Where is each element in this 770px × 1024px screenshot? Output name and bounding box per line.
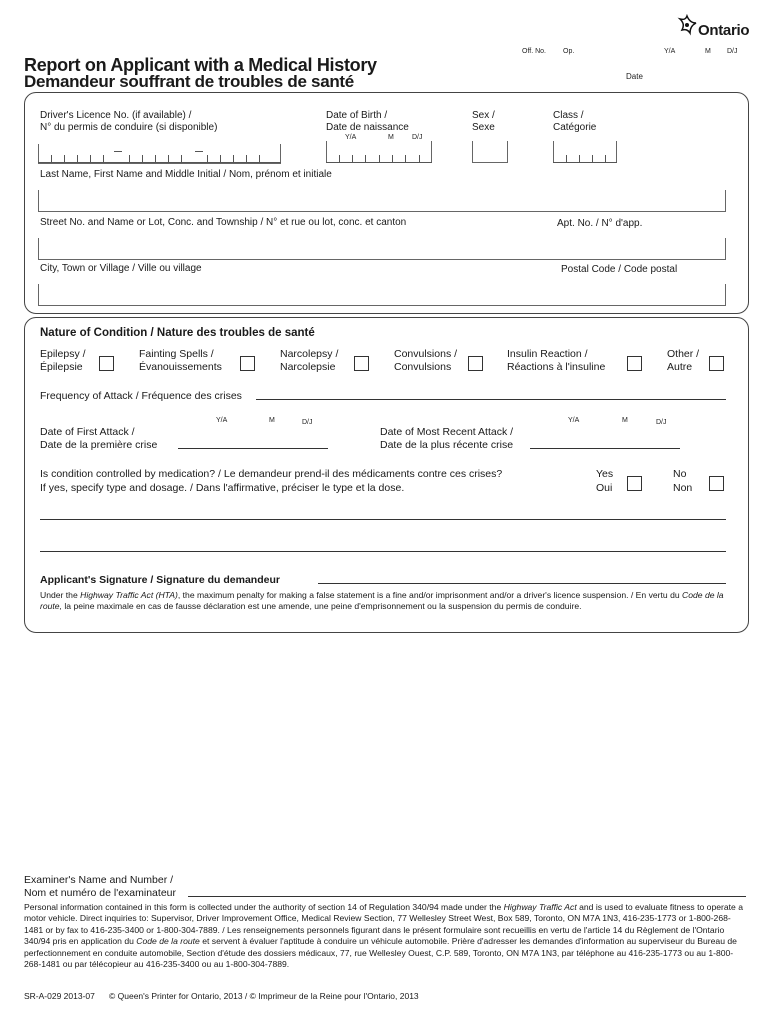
class-comb (553, 154, 617, 163)
first-attack-label-fr: Date de la première crise (40, 439, 158, 451)
fainting-label-en: Fainting Spells / (139, 348, 214, 360)
recent-attack-month-label: M (622, 417, 628, 424)
other-label-en: Other / (667, 348, 700, 360)
narcolepsy-label-en: Narcolepsy / (280, 348, 339, 360)
insulin-checkbox[interactable] (627, 356, 642, 371)
recent-attack-label-fr: Date de la plus récente crise (380, 439, 514, 451)
class-label-fr: Catégorie (553, 122, 597, 133)
apt-label: Apt. No. / N° d'app. (557, 218, 643, 229)
op-label: Op. (563, 48, 575, 55)
convulsions-label-fr: Convulsions (394, 361, 452, 373)
fainting-label-fr: Évanouissements (139, 361, 222, 373)
street-label: Street No. and Name or Lot, Conc. and Township / N° et rue ou lot, conc. et canton (40, 217, 407, 228)
first-attack-year-label: Y/A (216, 417, 228, 424)
convulsions-checkbox[interactable] (468, 356, 483, 371)
epilepsy-label-fr: Épilepsie (40, 361, 83, 373)
dob-year-label: Y/A (345, 134, 357, 141)
first-attack-day-label: D/J (302, 419, 313, 426)
first-attack-month-label: M (269, 417, 275, 424)
medication-no-checkbox[interactable] (709, 476, 724, 491)
no-label-en: No (673, 468, 687, 480)
examiner-label-fr: Nom et numéro de l'examinateur (24, 887, 176, 899)
name-label: Last Name, First Name and Middle Initial / Nom, prénom et initiale (40, 169, 332, 180)
dosage-line-1[interactable] (40, 519, 726, 520)
penalty-notice: Under the Highway Traffic Act (HTA), the maximum penalty for making a false statement is a fine and/or imprisonment and/or a driver's licence suspension. / En vertu du Code de la route, la peine maximale en cas de fausse déclaration est une amende, une peine d'emprisonnement ou la suspension du permis de conduire. (40, 590, 724, 612)
first-attack-label-en: Date of First Attack / (40, 426, 135, 438)
no-label-fr: Non (673, 482, 693, 494)
frequency-label: Frequency of Attack / Fréquence des crises (40, 390, 242, 402)
insulin-label-en: Insulin Reaction / (507, 348, 588, 360)
sex-label-fr: Sexe (472, 122, 495, 133)
narcolepsy-label-fr: Narcolepsie (280, 361, 336, 373)
applicant-signature-label: Applicant's Signature / Signature du demandeur (40, 574, 280, 586)
frequency-line[interactable] (256, 399, 726, 400)
date-month-label: M (705, 48, 711, 55)
licence-number-comb (38, 154, 281, 163)
insulin-label-fr: Réactions à l'insuline (507, 361, 606, 373)
ontario-logo (676, 14, 756, 42)
privacy-notice: Personal information contained in this form is collected under the authority of section 14 of Regulation 340/94 made under the Highway Traffic Act and is used to evaluate fitness to operate a motor vehicle. Direct inquiries to: Supervisor, Driver Improvement Office, Medical Review Section, 77 Wellesley Street West, Box 589, Toronto, ON M7A 1N3, 416-235-1773 or 1-800-268-1481 or by fax to 416-235-3400 or 1-800-304-7889. / Les renseignements personnels figurant dans le présent formulaire sont recueillis en vertu de l'article 14 du Règlement de l'Ontario 340/94 pris en application du Code de la route et servent à évaluer l'aptitude à conduire un véhicule automobile. Prière d'adresser les demandes d'information au superviseur du Bureau de perfectionnement en conduite automobile, Section d'étude des dossiers médicaux, 77, rue Wellesley Ouest, C.P. 589, Toronto, ON M7A 1N3, par téléphone au 416-235-1773 ou au 1-800-268-1481 ou par télécopieur au 416-235-3400 ou au 1-800-304-7889. (24, 902, 743, 970)
form-number: SR-A-029 2013-07 (24, 991, 95, 1001)
medication-yes-checkbox[interactable] (627, 476, 642, 491)
other-label-fr: Autre (667, 361, 693, 373)
form-title-fr: Demandeur souffrant de troubles de santé (24, 72, 354, 91)
licence-dash-2 (195, 151, 203, 152)
dob-month-label: M (388, 134, 394, 141)
applicant-signature-line[interactable] (318, 583, 726, 584)
city-field[interactable] (38, 284, 726, 306)
copyright-notice: © Queen's Printer for Ontario, 2013 / © Imprimeur de la Reine pour l'Ontario, 2013 (109, 991, 419, 1001)
licence-label-en: Driver's Licence No. (if available) / (40, 110, 192, 121)
examiner-label-en: Examiner's Name and Number / (24, 874, 174, 886)
sex-label-en: Sex / (472, 110, 495, 121)
convulsions-label-en: Convulsions / (394, 348, 458, 360)
condition-heading: Nature of Condition / Nature des troubles de santé (40, 327, 315, 339)
examiner-line[interactable] (188, 896, 746, 897)
date-label: Date (626, 72, 643, 81)
dob-label-en: Date of Birth / (326, 110, 388, 121)
licence-label-fr: N° du permis de conduire (si disponible) (40, 122, 218, 133)
epilepsy-label-en: Epilepsy / (40, 348, 86, 360)
narcolepsy-checkbox[interactable] (354, 356, 369, 371)
other-checkbox[interactable] (709, 356, 724, 371)
name-field[interactable] (38, 190, 726, 212)
dob-label-fr: Date de naissance (326, 122, 409, 133)
first-attack-date-line[interactable] (178, 448, 328, 449)
date-day-label: D/J (727, 48, 738, 55)
class-label-en: Class / (553, 110, 584, 121)
dosage-line-2[interactable] (40, 551, 726, 552)
medication-question-en: Is condition controlled by medication? / Le demandeur prend-il des médicaments contre ces crises? (40, 468, 503, 480)
city-label: City, Town or Village / Ville ou village (40, 263, 202, 274)
recent-attack-year-label: Y/A (568, 417, 580, 424)
epilepsy-checkbox[interactable] (99, 356, 114, 371)
yes-label-en: Yes (596, 468, 614, 480)
postal-label: Postal Code / Code postal (561, 264, 678, 275)
recent-attack-label-en: Date of Most Recent Attack / (380, 426, 514, 438)
recent-attack-day-label: D/J (656, 419, 667, 426)
form-title-en: Report on Applicant with a Medical History (24, 55, 377, 75)
ontario-wordmark: Ontario (698, 22, 750, 39)
office-no-label: Off. No. (522, 48, 546, 55)
street-field[interactable] (38, 238, 726, 260)
yes-label-fr: Oui (596, 482, 613, 494)
fainting-checkbox[interactable] (240, 356, 255, 371)
licence-dash-1 (114, 151, 122, 152)
recent-attack-date-line[interactable] (530, 448, 680, 449)
dob-comb (326, 154, 432, 163)
sex-field[interactable] (472, 141, 508, 163)
trillium-icon (676, 14, 698, 36)
medication-question-fr: If yes, specify type and dosage. / Dans l'affirmative, préciser le type et la dose. (40, 482, 405, 494)
date-year-label: Y/A (664, 48, 676, 55)
dob-day-label: D/J (412, 134, 423, 141)
